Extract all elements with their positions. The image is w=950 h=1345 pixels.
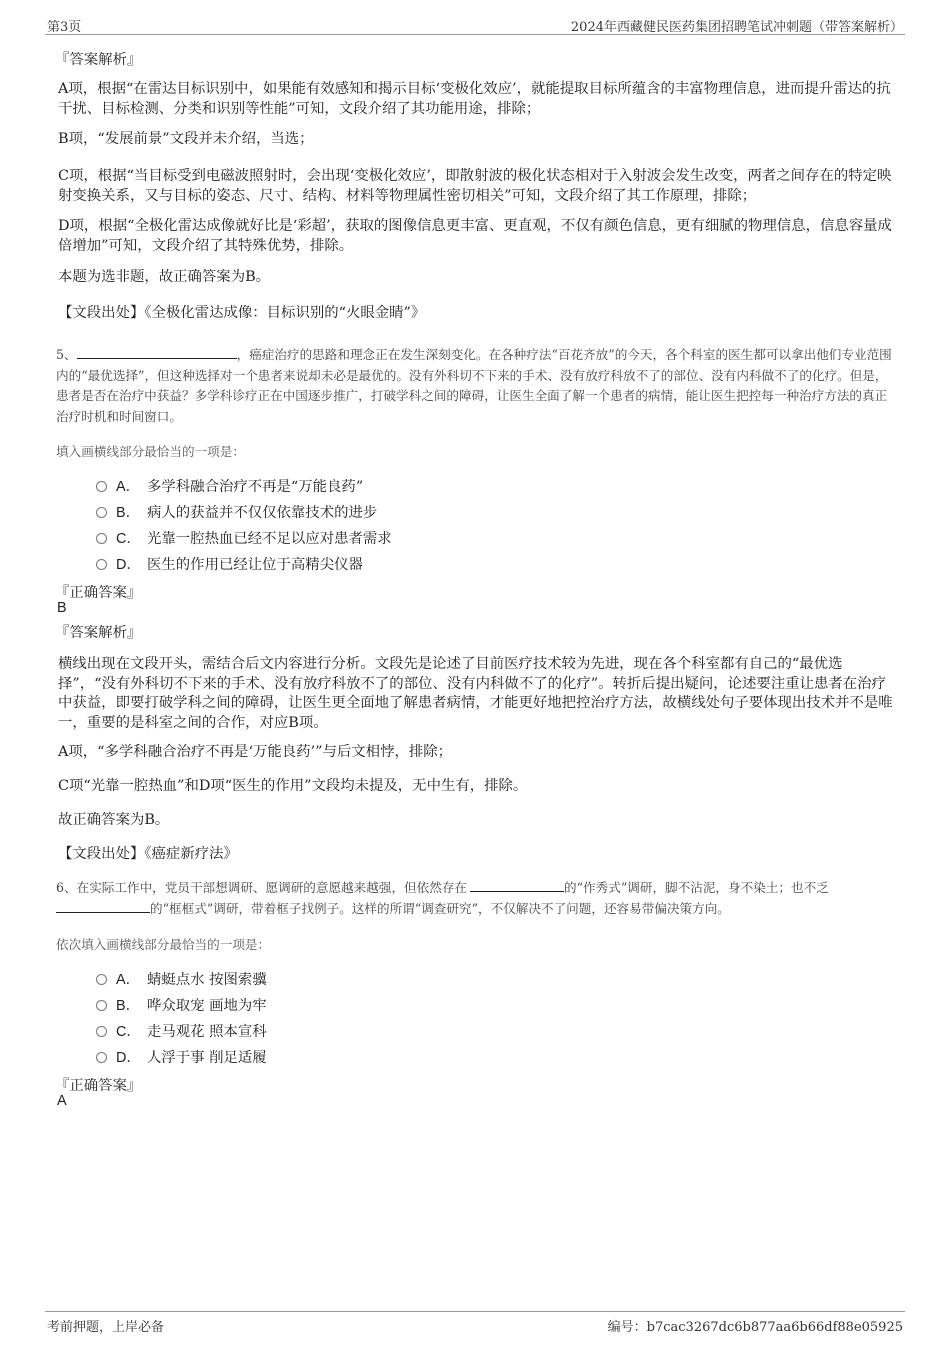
correct-answer-label: 『正确答案』 (55, 1078, 142, 1094)
page-number: 第3页 (47, 20, 82, 35)
analysis-option-cd: C项“光靠一腔热血”和D项“医生的作用”文段均未提及，无中生有，排除。 (58, 778, 528, 794)
option-letter: B． (116, 997, 140, 1014)
page-footer (45, 1311, 905, 1338)
option-d[interactable] (96, 553, 363, 573)
option-text: 病人的获益并不仅仅依靠技术的进步 (147, 504, 378, 521)
option-letter: D． (116, 556, 141, 573)
option-d[interactable] (96, 1046, 267, 1066)
question-number: 5、 (56, 347, 77, 362)
option-c[interactable] (96, 527, 392, 547)
fill-blank-2 (56, 899, 150, 913)
analysis-option-a: A项，“多学科融合治疗不再是‘万能良药’”与后文相悖，排除； (58, 744, 453, 760)
question-prompt: 依次填入画横线部分最恰当的一项是： (56, 937, 271, 952)
question-5-text (56, 345, 898, 427)
option-b[interactable] (96, 501, 377, 521)
document-id: 编号：b7cac3267dc6b877aa6b66df88e05925 (607, 1320, 903, 1335)
analysis-conclusion: 故正确答案为B。 (58, 812, 170, 828)
option-a[interactable] (96, 968, 267, 988)
option-b[interactable] (96, 994, 267, 1014)
option-text: 哗众取宠 画地为牢 (147, 997, 267, 1014)
correct-answer: B (57, 600, 67, 616)
option-a[interactable] (96, 475, 363, 495)
radio-icon[interactable] (96, 974, 107, 985)
option-letter: D． (116, 1049, 141, 1066)
option-letter: C． (116, 530, 141, 547)
correct-answer: A (57, 1093, 67, 1109)
question-body: ，癌症治疗的思路和理念正在发生深刻变化。在各种疗法“百花齐放”的今天，各个科室的医生都可以拿出他们专业范围内的“最优选择”，但这种选择对一个患者来说却未必是最优的。没有外科切不下来的手术、没有放疗科放不了的部位、没有内科做不了的化疗。但是，患者是否在治疗中获益？多学科诊疗正在中国逐步推广，打破学科之间的障碍，让医生全面了解一个患者的病情，能让医生把控每一种治疗方法的真正治疗时机和时间窗口。 (56, 347, 892, 424)
radio-icon[interactable] (96, 1000, 107, 1011)
text-source: 【文段出处】《癌症新疗法》 (58, 846, 238, 862)
question-prompt: 填入画横线部分最恰当的一项是： (56, 444, 245, 459)
page-header (45, 14, 905, 35)
document-title: 2024年西藏健民医药集团招聘笔试冲刺题（带答案解析） (570, 20, 903, 35)
question-body-part1: 在实际工作中，党员干部想调研、愿调研的意愿越来越强，但依然存在 (76, 880, 468, 895)
question-body-part2: 的“作秀式”调研，脚不沾泥，身不染土；也不乏 (564, 880, 829, 895)
option-letter: C． (116, 1023, 141, 1040)
analysis-main: 横线出现在文段开头，需结合后文内容进行分析。文段先是论述了目前医疗技术较为先进，现在各个科室都有自己的“最优选择”，“没有外科切不下来的手术、没有放疗科放不了的部位、没有内科做不了的化疗”。转折后提出疑问，论述要注重让患者在治疗中获益，即要打破学科之间的障碍，让医生更全面地了解患者病情，才能更好地把控治疗方法，故横线处句子要体现出技术并不是唯一，重要的是科室之间的合作，对应B项。 (58, 656, 893, 731)
correct-answer-label: 『正确答案』 (55, 585, 142, 601)
analysis-conclusion: 本题为选非题，故正确答案为B。 (58, 269, 271, 285)
option-text: 医生的作用已经让位于高精尖仪器 (147, 556, 363, 573)
option-text: 人浮于事 削足适履 (147, 1049, 267, 1066)
footer-slogan: 考前押题，上岸必备 (47, 1320, 165, 1335)
radio-icon[interactable] (96, 1052, 107, 1063)
radio-icon[interactable] (96, 533, 107, 544)
radio-icon[interactable] (96, 507, 107, 518)
text-source: 【文段出处】《全极化雷达成像：目标识别的“火眼金睛”》 (58, 305, 426, 321)
analysis-option-a: A项，根据“在雷达目标识别中，如果能有效感知和揭示目标‘变极化效应’，就能提取目标所蕴含的丰富物理信息，进而提升雷达的抗干扰、目标检测、分类和识别等性能”可知，文段介绍了其功能用途，排除； (58, 81, 891, 117)
question-number: 6、 (56, 880, 77, 895)
option-text: 走马观花 照本宣科 (147, 1023, 267, 1040)
analysis-option-b: B项，“发展前景”文段并未介绍，当选； (58, 131, 314, 147)
radio-icon[interactable] (96, 1026, 107, 1037)
option-text: 多学科融合治疗不再是“万能良药” (147, 478, 364, 495)
answer-analysis-label: 『答案解析』 (55, 52, 142, 68)
fill-blank-1 (470, 878, 564, 892)
option-letter: A． (116, 478, 140, 495)
option-letter: B． (116, 504, 140, 521)
option-letter: A． (116, 971, 140, 988)
analysis-option-c: C项，根据“当目标受到电磁波照射时，会出现‘变极化效应’，即散射波的极化状态相对于入射波会发生改变，两者之间存在的特定映射变换关系，又与目标的姿态、尺寸、结构、材料等物理属性密切相关”可知，文段介绍了其工作原理，排除； (58, 168, 892, 204)
option-text: 蜻蜓点水 按图索骥 (147, 971, 267, 988)
radio-icon[interactable] (96, 481, 107, 492)
answer-analysis-label: 『答案解析』 (55, 625, 142, 641)
option-c[interactable] (96, 1020, 267, 1040)
fill-blank (77, 345, 237, 359)
option-text: 光靠一腔热血已经不足以应对患者需求 (147, 530, 392, 547)
analysis-option-d: D项，根据“全极化雷达成像就好比是‘彩超’，获取的图像信息更丰富、更直观，不仅有颜色信息，更有细腻的物理信息，信息容量成倍增加”可知，文段介绍了其特殊优势，排除。 (58, 218, 892, 254)
question-body-part3: 的“框框式”调研，带着框子找例子。这样的所谓“调查研究”，不仅解决不了问题，还容易带偏决策方向。 (150, 900, 730, 916)
question-6-text (56, 878, 898, 919)
radio-icon[interactable] (96, 559, 107, 570)
